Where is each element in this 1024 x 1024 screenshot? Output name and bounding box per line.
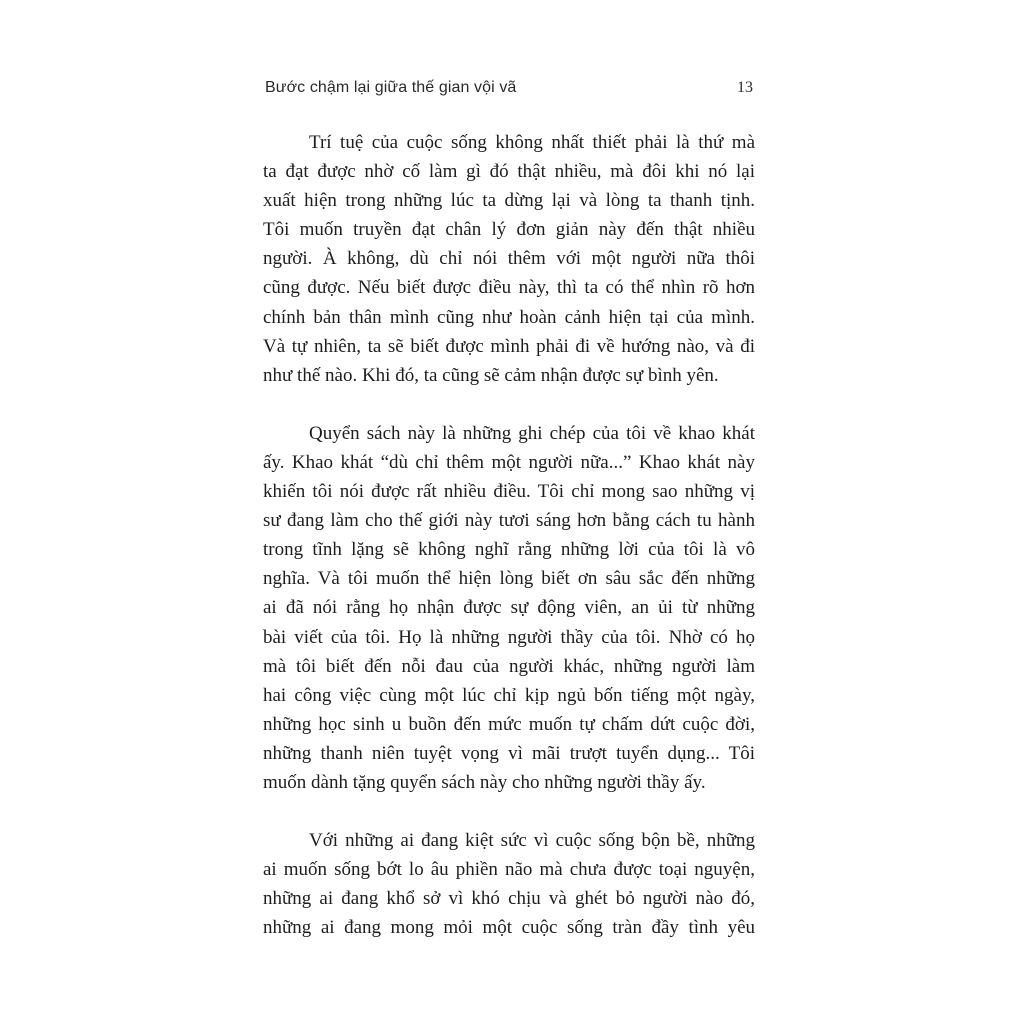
book-title-header: Bước chậm lại giữa thế gian vội vã	[265, 79, 517, 96]
text-line: những ai đang khổ sở vì khó chịu và ghét bỏ người nào đó,	[263, 888, 755, 910]
text-line: hai công việc cùng một lúc chỉ kịp ngủ bốn tiếng một ngày,	[263, 684, 755, 706]
text-line: cũng được. Nếu biết được điều này, thì ta có thể nhìn rõ hơn	[263, 277, 755, 299]
paragraph-2	[263, 419, 755, 797]
text-line: ai đã nói rằng họ nhận được sự động viên, an ủi từ những	[263, 597, 755, 619]
text-line: ta đạt được nhờ cố làm gì đó thật nhiều, mà đôi khi nó lại	[263, 161, 755, 183]
text-line: khiến tôi nói được rất nhiều điều. Tôi chỉ mong sao những vị	[263, 481, 755, 503]
text-line: Trí tuệ của cuộc sống không nhất thiết phải là thứ mà	[309, 132, 755, 153]
text-line: những ai đang mong mỏi một cuộc sống tràn đầy tình yêu	[263, 917, 755, 939]
text-line: Với những ai đang kiệt sức vì cuộc sống bộn bề, những	[309, 830, 755, 852]
text-line: Tôi muốn truyền đạt chân lý đơn giản này đến thật nhiều	[263, 219, 755, 241]
text-line: ai muốn sống bớt lo âu phiền não mà chưa được toại nguyện,	[263, 859, 755, 881]
text-line: sư đang làm cho thế giới này tươi sáng hơn bằng cách tu hành	[263, 510, 755, 532]
paragraph-3	[263, 826, 755, 942]
text-line: Quyển sách này là những ghi chép của tôi về khao khát	[309, 422, 755, 444]
text-line: mà tôi biết đến nỗi đau của người khác, những người làm	[263, 655, 755, 677]
page-number: 13	[737, 79, 753, 96]
text-line: muốn dành tặng quyển sách này cho những người thầy ấy.	[263, 771, 706, 793]
text-line: Và tự nhiên, ta sẽ biết được mình phải đi về hướng nào, và đi	[263, 335, 755, 357]
text-line: trong tĩnh lặng sẽ không nghĩ rằng những lời của tôi là vô	[263, 539, 755, 561]
body-text	[263, 128, 755, 942]
paragraph-spacer	[263, 390, 755, 419]
paragraph-spacer	[263, 797, 755, 826]
text-line: như thế nào. Khi đó, ta cũng sẽ cảm nhận được sự bình yên.	[263, 364, 719, 386]
text-line: xuất hiện trong những lúc ta dừng lại và lòng ta thanh tịnh.	[263, 190, 755, 212]
running-header	[265, 79, 755, 105]
text-line: nghĩa. Và tôi muốn thể hiện lòng biết ơn sâu sắc đến những	[263, 568, 755, 590]
text-line: những thanh niên tuyệt vọng vì mãi trượt tuyển dụng... Tôi	[263, 742, 755, 764]
paragraph-1	[263, 128, 755, 390]
text-line: những học sinh u buồn đến mức muốn tự chấm dứt cuộc đời,	[263, 713, 755, 735]
text-line: ấy. Khao khát “dù chỉ thêm một người nữa...” Khao khát này	[263, 451, 755, 473]
text-line: chính bản thân mình cũng như hoàn cảnh hiện tại của mình.	[263, 306, 755, 328]
text-line: bài viết của tôi. Họ là những người thầy của tôi. Nhờ có họ	[263, 626, 755, 648]
text-line: người. À không, dù chỉ nói thêm với một người nữa thôi	[263, 248, 755, 270]
